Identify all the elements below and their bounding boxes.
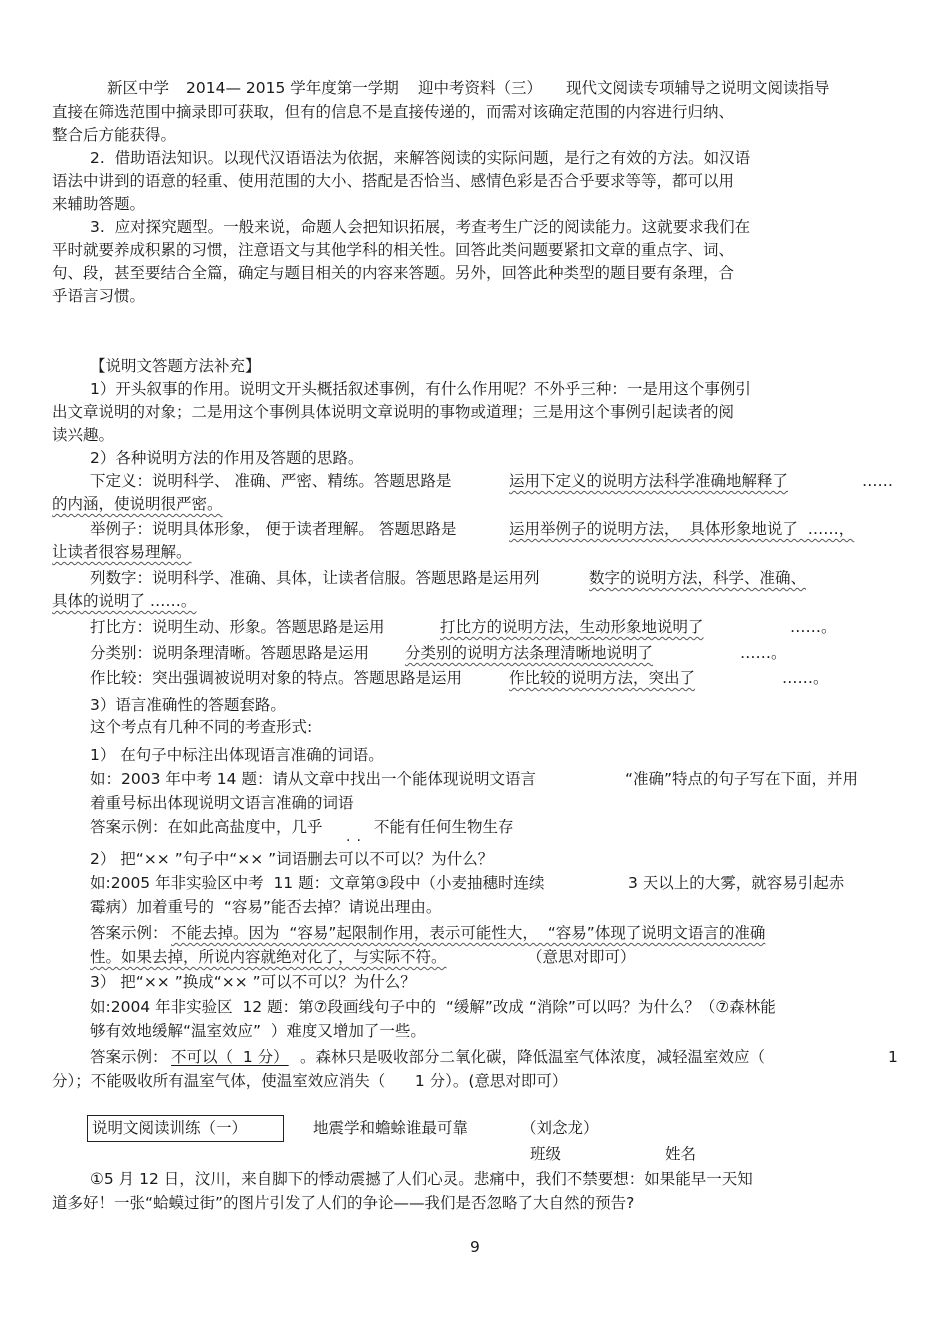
method-definition-answer: 的内涵，使说明很严密。 xyxy=(52,495,223,513)
method-comparison-answer: 作比较的说明方法，突出了 xyxy=(509,669,696,687)
question-type: 1） 在句子中标注出体现语言准确的词语。 xyxy=(90,746,384,764)
intro-line: 3. 应对探究题型。一般来说，命题人会把知识拓展，考查考生广泛的阅读能力。这就要求我们在 xyxy=(90,218,751,236)
para-line: 1）开头叙事的作用。说明文开头概括叙述事例，有什么作用呢？不外乎三种：一是用这个事例引 xyxy=(90,380,751,398)
question-example: 够有效地缓解“温室效应” ）难度又增加了一些。 xyxy=(90,1022,426,1040)
question-example: 如:2005 年非实验区中考 11 题：文章第③段中（小麦抽穗时连续 xyxy=(90,874,545,892)
article-para-line: 道多好！一张“蛤蟆过街”的图片引发了人们的争论——我们是否忽略了大自然的预告? xyxy=(52,1194,635,1212)
question-example: “准确”特点的句子写在下面，并用 xyxy=(625,770,859,788)
ellipsis: ……。 xyxy=(740,644,787,662)
answer-example-text: 性。如果去掉，所说内容就绝对化了，与实际不符。 xyxy=(90,948,447,966)
class-label: 班级 xyxy=(530,1145,562,1163)
method-numbers-answer: 具体的说明了 ……。 xyxy=(52,592,197,610)
method-numbers: 列数字：说明科学、准确、具体，让读者信服。答题思路是运用列 xyxy=(90,569,540,587)
question-example: 3 天以上的大雾，就容易引起赤 xyxy=(628,874,845,892)
article-author: （刘念龙） xyxy=(521,1119,599,1137)
intro-line: 平时就要养成积累的习惯，注意语文与其他学科的相关性。回答此类问题要紧扣文章的重点字、词、 xyxy=(52,241,735,259)
emphasis-dots: ·· xyxy=(346,833,367,849)
intro-line: 句、段，甚至要结合全篇，确定与题目相关的内容来答题。另外，回答此种类型的题目要有条理，合 xyxy=(52,264,735,282)
question-type: 3） 把“×× ”换成“×× ”可以不可以？为什么？ xyxy=(90,973,416,991)
method-example-answer: 让读者很容易理解。 xyxy=(52,543,192,561)
page-number: 9 xyxy=(470,1238,480,1256)
ellipsis: ……。 xyxy=(782,669,829,687)
answer-example: 不能有任何生物生存 xyxy=(374,818,514,836)
header-year: 2014— 2015 学年度第一学期 xyxy=(186,79,399,97)
question-type: 2） 把“×× ”句子中“×× ”词语删去可以不可以？为什么？ xyxy=(90,850,494,868)
answer-example: 答案示例： xyxy=(90,924,168,942)
question-example: 如：2003 年中考 14 题：请从文章中找出一个能体现说明文语言 xyxy=(90,770,536,788)
method-analogy: 打比方：说明生动、形象。答题思路是运用 xyxy=(90,618,385,636)
para-line: 出文章说明的对象；二是用这个事例具体说明文章说明的事物或道理；三是用这个事例引起读者的阅 xyxy=(52,403,735,421)
method-example-answer: 运用举例子的说明方法， 具体形象地说了 ……， xyxy=(509,520,855,538)
para-line: 读兴趣。 xyxy=(52,426,115,444)
para-line: 这个考点有几种不同的考查形式: xyxy=(90,718,313,736)
answer-example: 答案示例： xyxy=(90,1048,168,1066)
section-heading: 【说明文答题方法补充】 xyxy=(90,357,261,375)
header-school: 新区中学 xyxy=(107,79,170,97)
question-example: 着重号标出体现说明文语言准确的词语 xyxy=(90,794,354,812)
para-line: 2）各种说明方法的作用及答题的思路。 xyxy=(90,449,364,467)
method-numbers-answer: 数字的说明方法，科学、准确、 xyxy=(589,569,807,587)
answer-note: （意思对即可） xyxy=(527,948,636,966)
intro-line: 整合后方能获得。 xyxy=(52,126,177,144)
method-classification-answer: 分类别的说明方法条理清晰地说明了 xyxy=(405,644,654,662)
intro-line: 直接在筛选范围中摘录即可获取，但有的信息不是直接传递的，而需对该确定范围的内容进行归纳、 xyxy=(52,103,735,121)
answer-example: 答案示例：在如此高盐度中，几乎 xyxy=(90,818,323,836)
method-analogy-answer: 打比方的说明方法，生动形象地说明了 xyxy=(440,618,704,636)
article-title: 地震学和蟾蜍谁最可靠 xyxy=(313,1119,469,1137)
ellipsis: ……。 xyxy=(790,618,837,636)
answer-example-text: 不可以（ 1 分） xyxy=(171,1048,289,1066)
question-example: 如:2004 年非实验区 12 题：第⑦段画线句子中的 “缓解”改成 “消除”可以吗？为什么？（⑦森林能 xyxy=(90,998,776,1016)
article-para-line: ①5 月 12 日，汶川，来自脚下的悸动震撼了人们心灵。悲痛中，我们不禁要想：如果能早一天知 xyxy=(90,1170,753,1188)
answer-example-text: 1 xyxy=(888,1048,898,1066)
answer-example-text: 不能去掉。因为 “容易”起限制作用，表示可能性大， “容易”体现了说明文语言的准确 xyxy=(171,924,766,942)
method-comparison: 作比较：突出强调被说明对象的特点。答题思路是运用 xyxy=(90,669,463,687)
answer-example-text: 。森林只是吸收部分二氧化碳，降低温室气体浓度，减轻温室效应（ xyxy=(300,1048,766,1066)
intro-line: 2. 借助语法知识。以现代汉语语法为依据，来解答阅读的实际问题，是行之有效的方法。如汉语 xyxy=(90,149,751,167)
answer-example-text: 分）；不能吸收所有温室气体，使温室效应消失（ 1 分）。(意思对即可） xyxy=(52,1072,568,1090)
intro-line: 乎语言习惯。 xyxy=(52,287,146,305)
question-example: 霉病）加着重号的 “容易”能否去掉？请说出理由。 xyxy=(90,898,442,916)
method-example: 举例子：说明具体形象， 便于读者理解。 答题思路是 xyxy=(90,520,457,538)
name-label: 姓名 xyxy=(665,1145,697,1163)
header-topic: 现代文阅读专项辅导之说明文阅读指导 xyxy=(566,79,830,97)
intro-line: 语法中讲到的语意的轻重、使用范围的大小、搭配是否恰当、感情色彩是否合乎要求等等，都可以用 xyxy=(52,172,735,190)
method-definition-answer: 运用下定义的说明方法科学准确地解释了 xyxy=(509,472,789,490)
para-line: 3）语言准确性的答题套路。 xyxy=(90,696,286,714)
intro-line: 来辅助答题。 xyxy=(52,195,146,213)
training-label: 说明文阅读训练（一） xyxy=(92,1119,248,1137)
method-definition: 下定义：说明科学、 准确、严密、精练。答题思路是 xyxy=(90,472,452,490)
method-classification: 分类别：说明条理清晰。答题思路是运用 xyxy=(90,644,370,662)
header-material: 迎中考资料（三） xyxy=(418,79,543,97)
ellipsis: …… xyxy=(862,472,893,490)
